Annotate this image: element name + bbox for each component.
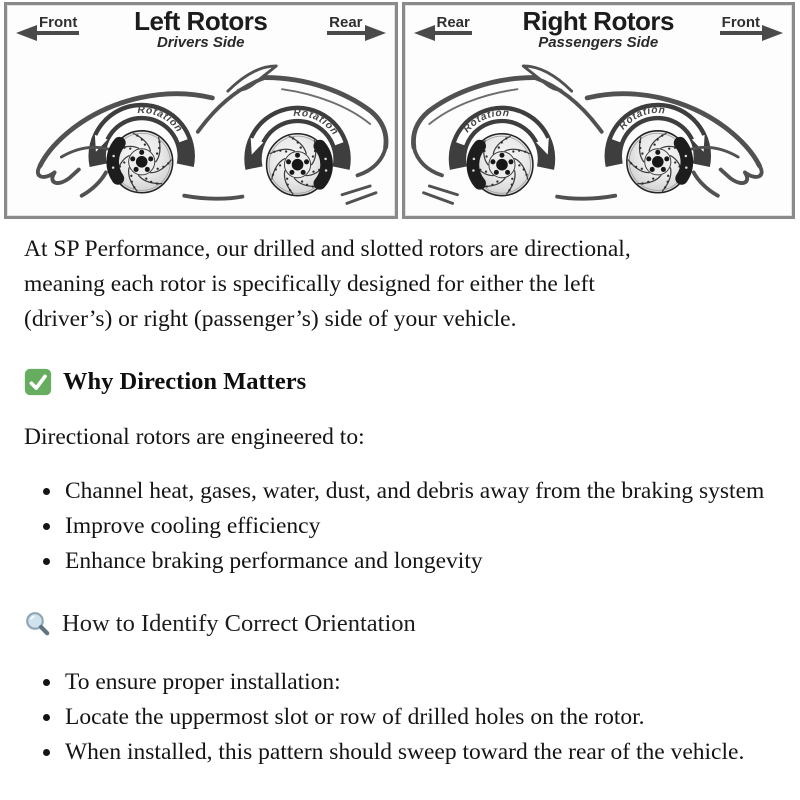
orientation-steps-list <box>24 665 776 770</box>
direction-label: Front <box>720 15 762 35</box>
list-item: • Enhance braking performance and longevity <box>63 544 776 579</box>
check-icon <box>24 368 52 396</box>
section-title: Why Direction Matters <box>63 368 307 395</box>
rotor-direction-diagram <box>0 0 800 219</box>
intro-line: meaning each rotor is specifically designed for either the left <box>24 271 595 297</box>
list-item: • Locate the uppermost slot or row of drilled holes on the rotor. <box>63 700 776 735</box>
benefits-list <box>24 474 776 579</box>
rotation-label: Rotation <box>460 107 510 136</box>
intro-line: At SP Performance, our drilled and slotted rotors are directional, <box>24 236 631 262</box>
front-direction-indicator <box>720 15 783 35</box>
section-lead: Directional rotors are engineered to: <box>24 424 365 450</box>
direction-label: Rear <box>327 15 364 35</box>
rear-direction-indicator <box>327 15 385 35</box>
rotation-label: Rotation <box>137 104 185 135</box>
list-item: • Channel heat, gases, water, dust, and debris away from the braking system <box>63 474 776 509</box>
intro-line: (driver’s) or right (passenger’s) side of your vehicle. <box>24 306 517 332</box>
section-title: How to Identify Correct Orientation <box>62 610 416 637</box>
panel-title: Right Rotors <box>522 6 674 36</box>
section-heading-how-to-identify <box>24 606 776 641</box>
rotation-label: Rotation <box>616 104 666 133</box>
right-arrow-icon <box>762 25 783 41</box>
direction-label: Front <box>37 15 79 35</box>
panel-subtitle: Drivers Side <box>156 34 245 51</box>
list-item: • To ensure proper installation: <box>63 665 776 700</box>
section-heading-why-direction-matters <box>24 364 776 399</box>
panel-subtitle: Passengers Side <box>538 34 659 51</box>
right-arrow-icon <box>365 25 386 41</box>
magnifier-icon <box>24 610 51 637</box>
rotation-label: Rotation <box>293 107 341 138</box>
list-item: • Improve cooling efficiency <box>63 509 776 544</box>
right-rotors-panel <box>402 2 796 219</box>
intro-paragraph <box>24 232 776 337</box>
list-item: • When installed, this pattern should sweep toward the rear of the vehicle. <box>63 735 776 770</box>
document-body <box>0 232 800 770</box>
panel-title: Left Rotors <box>134 6 268 36</box>
direction-label: Rear <box>435 15 472 35</box>
left-rotors-panel <box>4 2 398 219</box>
